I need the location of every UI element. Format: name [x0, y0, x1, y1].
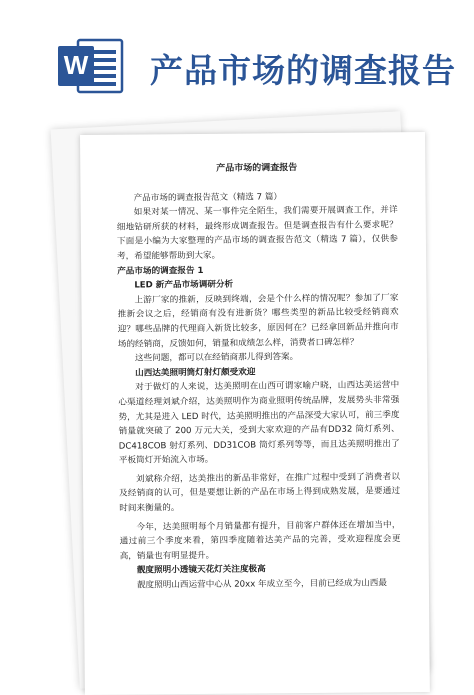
body-paragraph: 靓度照明山西运营中心从 20xx 年成立至今，目前已经成为山西最	[136, 578, 387, 591]
banner-title: 产品市场的调查报告	[150, 51, 456, 90]
body-paragraph: 上游厂家的推新，反映到终端，会是个什么样的情况呢？参加了厂家推新会议之后，经销商有没有进新货？哪些类型的新品比较受经销商欢迎？哪些品牌的代理商入新货比较多，原因何在？已经拿回新品并推向市场的经销商，反馈如何，销量和成绩怎么样，消费者口碑怎样？	[117, 292, 399, 350]
section-heading: 产品市场的调查报告 1	[117, 265, 204, 277]
body-paragraph: 今年，达美照明每个月销量都有提升，目前客户群体还在增加当中，通过前三个季度来看，第四季度随着达美产品的完善，受欢迎程度会更高，销量也有明显提升。	[119, 519, 401, 562]
word-logo-letter: W	[63, 50, 89, 80]
section-subheading: LED 新产品市场调研分析	[134, 279, 234, 291]
header-banner	[0, 0, 474, 108]
document-title: 产品市场的调查报告	[216, 163, 298, 174]
intro-paragraph: 如果对某一情况、某一事件完全陌生，我们需要开展调查工作，并详细地钻研所获的材料，最终形成调查报告。但是调查报告有什么要求呢？下面是小编为大家整理的产品市场的调查报告范文（精选 7 篇），仅供参考，希望能够帮助到大家。	[116, 205, 398, 262]
word-document-icon	[58, 38, 126, 94]
body-paragraph: 这些问题，都可以在经销商那儿得到答案。	[134, 352, 299, 364]
document-page	[80, 132, 430, 695]
body-paragraph: 刘斌称介绍，达美推出的新品非常好，在推广过程中受到了消费者以及经销商的认可，但是要想让新的产品在市场上得到成熟发展，是要通过时间来衡量的。	[119, 472, 401, 514]
document-subtitle: 产品市场的调查报告范文（精选 7 篇）	[133, 191, 283, 204]
subsection-heading: 山西达美照明筒灯射灯颇受欢迎	[135, 367, 256, 379]
body-paragraph: 对于做灯的人来说，达美照明在山西可谓家喻户晓，山西达美运营中心渠道经理刘斌介绍，达美照明作为商业照明传统品牌，发展势头非常强势，尤其是进入 LED 时代，达美照明推出的产品深受大家认可，前三季度销量就突破了 200 万元大关，受到大家欢迎的产品有DD32 筒灯系列、DC418COB 射灯系列、DD31COB 筒灯系列等等，而且达美照明推出了平板筒灯开始流入市场。	[118, 380, 400, 466]
subsection-heading: 靓度照明小透镜天花灯关注度极高	[136, 564, 266, 576]
